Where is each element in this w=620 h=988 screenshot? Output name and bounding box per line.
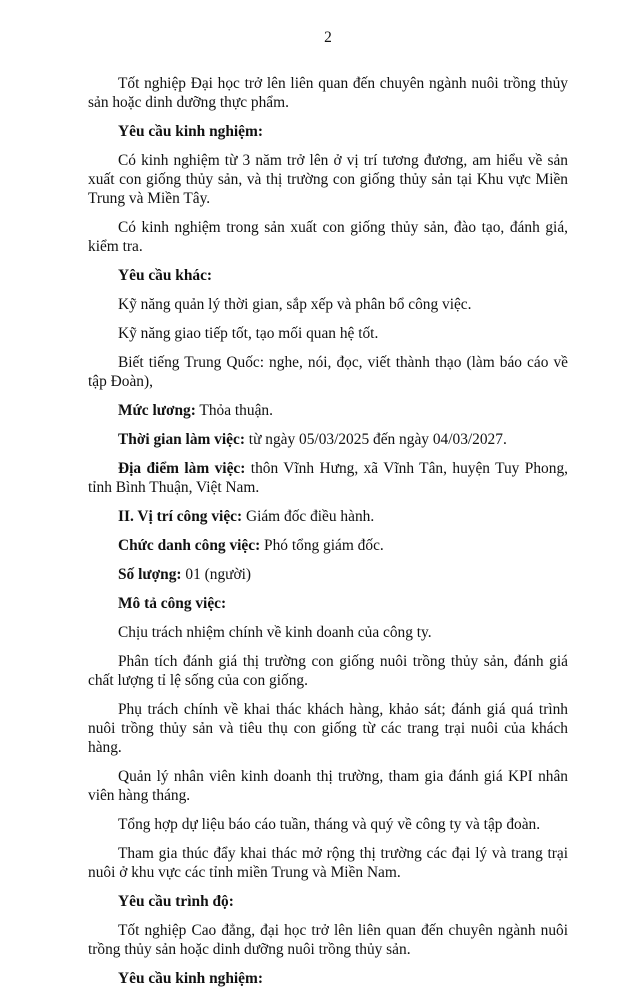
field-label: Chức danh công việc: — [118, 537, 261, 554]
body-paragraph: Chịu trách nhiệm chính về kinh doanh của công ty. — [118, 624, 432, 641]
body-paragraph: Quản lý nhân viên kinh doanh thị trường, tham gia đánh giá KPI nhân viên hàng tháng. — [88, 768, 568, 804]
field-value: Phó tổng giám đốc. — [260, 537, 384, 554]
body-paragraph: Tốt nghiệp Đại học trở lên liên quan đến chuyên ngành nuôi trồng thủy sản hoặc dinh dưỡng thực phẩm. — [88, 75, 568, 111]
field-value: Giám đốc điều hành. — [242, 508, 375, 525]
document-body — [88, 74, 568, 988]
body-paragraph: Tham gia thúc đẩy khai thác mở rộng thị trường các đại lý và trang trại nuôi ở khu vực các tỉnh miền Trung và Miền Nam. — [88, 845, 568, 881]
field-value: thôn Vĩnh Hưng, xã Vĩnh Tân, huyện Tuy Phong, tỉnh Bình Thuận, Việt Nam. — [88, 460, 568, 496]
section-heading: Yêu cầu khác: — [118, 267, 213, 284]
labeled-paragraph — [88, 459, 568, 497]
body-paragraph: Tốt nghiệp Cao đẳng, đại học trở lên liên quan đến chuyên ngành nuôi trồng thủy sản hoặc dinh dưỡng nuôi trồng thủy sản. — [88, 922, 568, 958]
body-paragraph: Biết tiếng Trung Quốc: nghe, nói, đọc, viết thành thạo (làm báo cáo về tập Đoàn), — [88, 354, 568, 390]
field-value: Thỏa thuận. — [195, 402, 273, 419]
field-value: 01 (người) — [181, 566, 252, 583]
labeled-paragraph — [88, 536, 568, 555]
section-heading: Mô tả công việc: — [118, 595, 227, 612]
labeled-paragraph — [88, 430, 568, 449]
labeled-paragraph — [88, 565, 568, 584]
body-paragraph: Có kinh nghiệm trong sản xuất con giống thủy sản, đào tạo, đánh giá, kiểm tra. — [88, 219, 568, 255]
field-label: Mức lương: — [118, 402, 196, 419]
body-paragraph: Có kinh nghiệm từ 3 năm trở lên ở vị trí tương đương, am hiểu về sản xuất con giống thủy sản, và thị trường con giống thủy sản tại Khu vực Miền Trung và Miền Tây. — [88, 152, 568, 207]
labeled-paragraph — [88, 401, 568, 420]
body-paragraph: Phụ trách chính về khai thác khách hàng, khảo sát; đánh giá quá trình nuôi trồng thủy sản và tiêu thụ con giống từ các trang trại nuôi của khách hàng. — [88, 701, 568, 756]
section-heading: Yêu cầu kinh nghiệm: — [118, 970, 263, 987]
field-value: từ ngày 05/03/2025 đến ngày 04/03/2027. — [244, 431, 507, 448]
labeled-paragraph — [88, 507, 568, 526]
field-label: II. Vị trí công việc: — [118, 508, 243, 525]
body-paragraph: Kỹ năng quản lý thời gian, sắp xếp và phân bổ công việc. — [118, 296, 472, 313]
body-paragraph: Kỹ năng giao tiếp tốt, tạo mối quan hệ tốt. — [118, 325, 379, 342]
body-paragraph: Phân tích đánh giá thị trường con giống nuôi trồng thủy sản, đánh giá chất lượng tỉ lệ sống của con giống. — [88, 653, 568, 689]
field-label: Thời gian làm việc: — [118, 431, 245, 448]
page-number: 2 — [324, 29, 332, 46]
section-heading: Yêu cầu kinh nghiệm: — [118, 123, 263, 140]
field-label: Địa điểm làm việc: — [118, 460, 246, 477]
section-heading: Yêu cầu trình độ: — [118, 893, 234, 910]
body-paragraph: Tổng hợp dự liệu báo cáo tuần, tháng và quý về công ty và tập đoàn. — [118, 816, 541, 833]
field-label: Số lượng: — [118, 566, 182, 583]
